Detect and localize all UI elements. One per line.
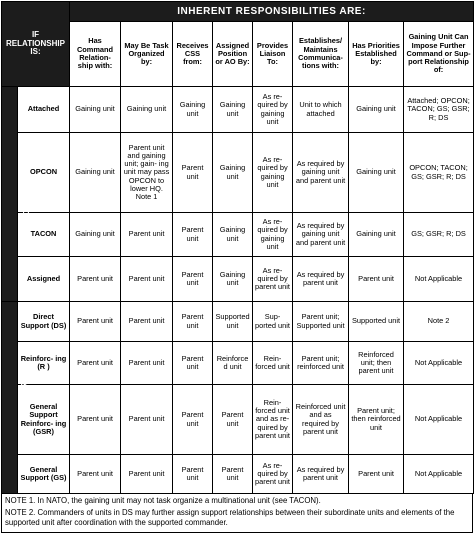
support-group-text: SUPPORT xyxy=(18,376,29,419)
row-header: General Support (GS) xyxy=(18,455,70,494)
table-row xyxy=(2,342,474,385)
table-cell: As re- quired by gaining unit xyxy=(253,213,293,257)
table-cell: Gaining unit xyxy=(70,213,121,257)
table-cell: Unit to which attached xyxy=(293,87,349,133)
table-cell: Gaining unit xyxy=(213,133,253,213)
table-cell: Reinforced unit and as required by parent unit xyxy=(293,385,349,455)
banner-row xyxy=(2,2,474,22)
column-header: Has Priorities Established by: xyxy=(349,22,404,87)
table-cell: Parent unit xyxy=(173,213,213,257)
column-header: May Be Task Organized by: xyxy=(121,22,173,87)
table-cell: As re- quired by parent unit xyxy=(253,455,293,494)
table-cell: Reinforced unit xyxy=(213,342,253,385)
table-cell: Parent unit xyxy=(121,385,173,455)
table-cell: Parent unit xyxy=(70,342,121,385)
responsibilities-sheet xyxy=(1,1,473,533)
command-group-text: COMMAND xyxy=(20,171,31,217)
table-cell: Parent unit xyxy=(70,302,121,342)
table-cell: Not Applicable xyxy=(404,385,474,455)
table-cell: Parent unit xyxy=(213,455,253,494)
table-cell: Rein- forced unit and as re- quired by parent unit xyxy=(253,385,293,455)
table-cell: Parent unit; Supported unit xyxy=(293,302,349,342)
table-cell: Parent unit xyxy=(349,257,404,302)
table-row xyxy=(2,302,474,342)
table-cell: Gaining unit xyxy=(70,87,121,133)
note-2: NOTE 2. Commanders of units in DS may further assign support relationships between their subordinate units and elements of the supported unit after coordination with the supported commander. xyxy=(5,508,455,528)
column-header: Receives CSS from: xyxy=(173,22,213,87)
table-cell: As required by gaining unit and parent unit xyxy=(293,133,349,213)
table-cell: Parent unit xyxy=(173,133,213,213)
table-cell: As required by parent unit xyxy=(293,257,349,302)
row-header: TACON xyxy=(18,213,70,257)
table-cell: Not Applicable xyxy=(404,257,474,302)
row-header: OPCON xyxy=(18,133,70,213)
inherent-responsibilities-table xyxy=(1,1,474,494)
table-cell: Gaining unit xyxy=(70,133,121,213)
table-cell: Gaining unit xyxy=(213,257,253,302)
table-cell: Gaining unit xyxy=(349,87,404,133)
table-cell: Parent unit xyxy=(349,455,404,494)
table-cell: Parent unit xyxy=(70,385,121,455)
table-cell: As re- quired by gaining unit xyxy=(253,87,293,133)
table-cell: GS; GSR; R; DS xyxy=(404,213,474,257)
row-header: Reinforc- ing (R ) xyxy=(18,342,70,385)
table-cell: Parent unit xyxy=(173,385,213,455)
table-cell: Parent unit; then reinforced unit xyxy=(349,385,404,455)
column-header: Assigned Position or AO By: xyxy=(213,22,253,87)
table-cell: Rein- forced unit xyxy=(253,342,293,385)
table-cell: Parent unit xyxy=(173,342,213,385)
table-row xyxy=(2,133,474,213)
table-cell: Parent unit xyxy=(121,455,173,494)
row-header: General Support Reinforc- ing (GSR) xyxy=(18,385,70,455)
table-cell: Attached; OPCON; TACON; GS; GSR; R; DS xyxy=(404,87,474,133)
table-cell: As required by parent unit xyxy=(293,455,349,494)
table-cell: Supported unit xyxy=(349,302,404,342)
table-cell: Parent unit xyxy=(121,257,173,302)
table-cell: Parent unit xyxy=(173,302,213,342)
table-cell: Parent unit xyxy=(121,302,173,342)
table-cell: Gaining unit xyxy=(173,87,213,133)
table-cell: Reinforced unit; then parent unit xyxy=(349,342,404,385)
corner-header: IF RELATIONSHIP IS: xyxy=(2,2,70,87)
table-cell: As required by gaining unit and parent unit xyxy=(293,213,349,257)
table-row xyxy=(2,213,474,257)
table-row xyxy=(2,257,474,302)
row-header: Direct Support (DS) xyxy=(18,302,70,342)
column-header: Provides Liaison To: xyxy=(253,22,293,87)
table-cell: Parent unit xyxy=(121,213,173,257)
table-cell: Gaining unit xyxy=(121,87,173,133)
table-cell: Parent unit xyxy=(121,342,173,385)
table-cell: Parent unit xyxy=(70,257,121,302)
table-cell: Parent unit xyxy=(213,385,253,455)
row-header: Attached xyxy=(18,87,70,133)
support-group-label xyxy=(2,302,29,494)
column-header: Gaining Unit Can Impose Further Command or Sup- port Relationship of: xyxy=(404,22,474,87)
table-cell: Sup- ported unit xyxy=(253,302,293,342)
column-header: Has Command Relation- ship with: xyxy=(70,22,121,87)
table-cell: Parent unit; reinforced unit xyxy=(293,342,349,385)
table-row xyxy=(2,455,474,494)
table-cell: Gaining unit xyxy=(349,133,404,213)
table-cell: Gaining unit xyxy=(213,87,253,133)
row-header: Assigned xyxy=(18,257,70,302)
table-cell: As re- quired by gaining unit xyxy=(253,133,293,213)
table-cell: As re- quired by parent unit xyxy=(253,257,293,302)
table-cell: Parent unit xyxy=(70,455,121,494)
table-row xyxy=(2,385,474,455)
banner-header: INHERENT RESPONSIBILITIES ARE: xyxy=(70,2,474,22)
notes-block xyxy=(1,494,473,533)
table-cell: Not Applicable xyxy=(404,342,474,385)
table-cell: Supported unit xyxy=(213,302,253,342)
column-header-row xyxy=(2,22,474,87)
note-1: NOTE 1. In NATO, the gaining unit may not task organize a multinational unit (see TACON). xyxy=(5,496,321,505)
table-cell: Parent unit xyxy=(173,455,213,494)
table-cell: Gaining unit xyxy=(213,213,253,257)
table-cell: Not Applicable xyxy=(404,455,474,494)
table-cell: Note 2 xyxy=(404,302,474,342)
table-cell: Gaining unit xyxy=(349,213,404,257)
column-header: Establishes/ Maintains Communica- tions with: xyxy=(293,22,349,87)
table-cell: Parent unit and gaining unit; gain- ing unit may pass OPCON to lower HQ. Note 1 xyxy=(121,133,173,213)
table-row xyxy=(2,87,474,133)
table-cell: OPCON; TACON; GS; GSR; R; DS xyxy=(404,133,474,213)
command-group-label xyxy=(2,87,31,302)
table-cell: Parent unit xyxy=(173,257,213,302)
